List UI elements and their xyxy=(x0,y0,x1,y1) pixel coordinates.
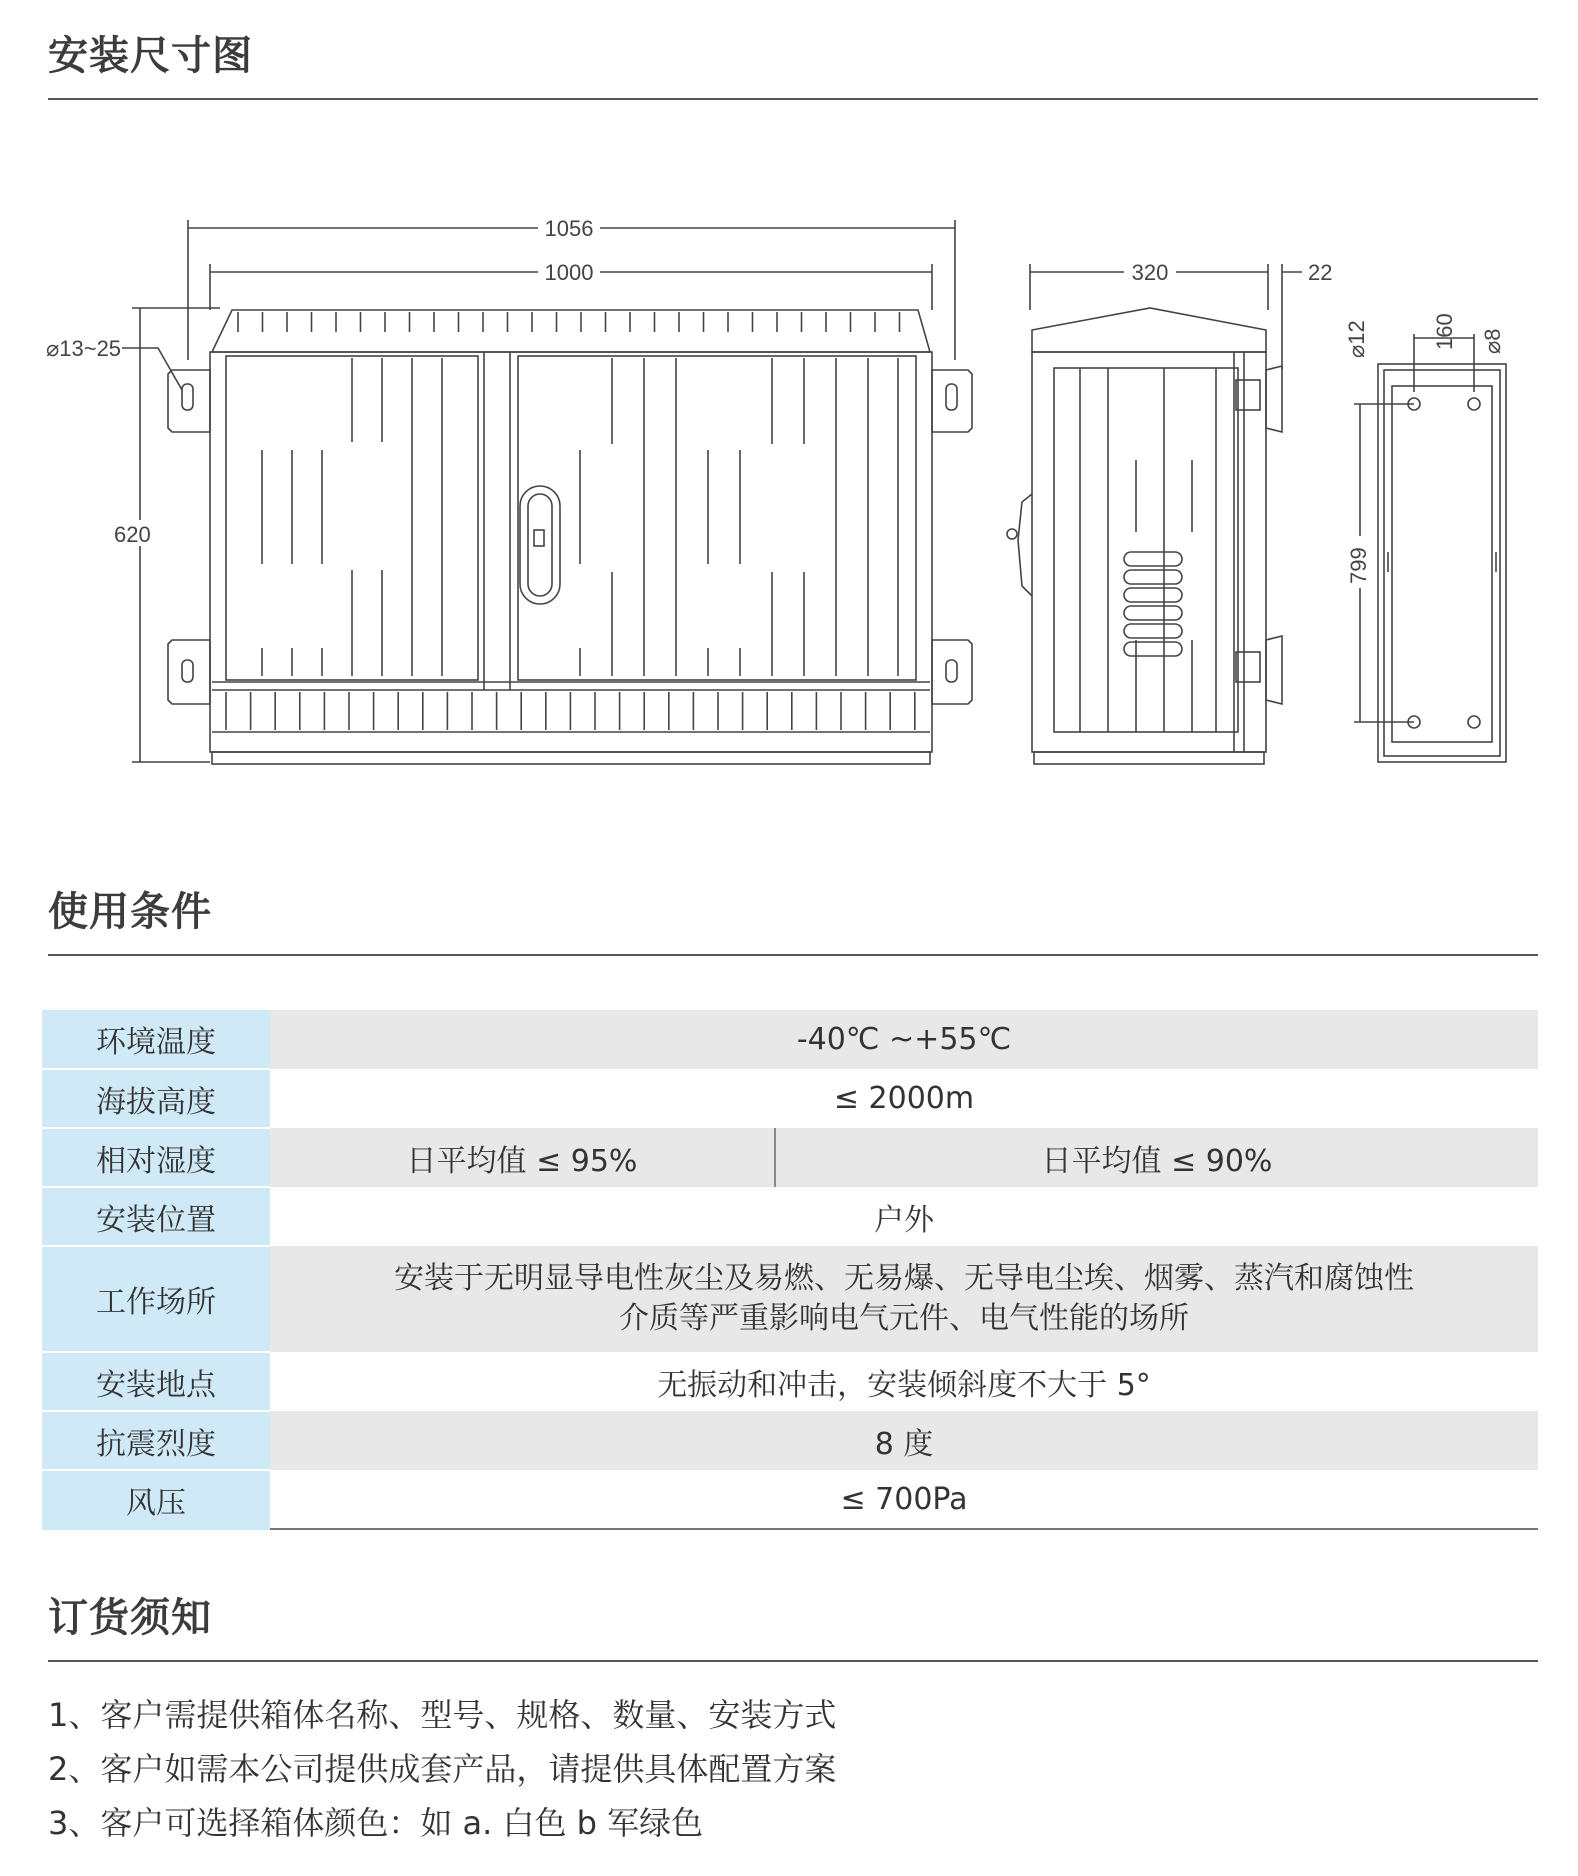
row-label: 海拔高度 xyxy=(42,1069,270,1128)
row-value: 无振动和冲击，安装倾斜度不大于 5° xyxy=(270,1352,1538,1411)
dim-height: 620 xyxy=(114,522,151,547)
row-value-line: 安装于无明显导电性灰尘及易燃、无易爆、无导电尘埃、烟雾、蒸汽和腐蚀性 xyxy=(394,1261,1414,1296)
row-value-line: 介质等严重影响电气元件、电气性能的场所 xyxy=(619,1301,1189,1336)
row-value: ≤ 2000m xyxy=(270,1069,1538,1128)
table-row xyxy=(42,1187,1538,1246)
dim-overall-width: 1056 xyxy=(544,216,594,241)
dimensions-divider xyxy=(48,98,1538,100)
dim-hole-dia: ⌀8 xyxy=(1480,328,1505,354)
table-row xyxy=(42,1352,1538,1411)
ordering-title: 订货须知 xyxy=(48,1595,212,1641)
ordering-list xyxy=(48,1688,836,1850)
list-item: 3、客户可选择箱体颜色：如 a. 白色 b 军绿色 xyxy=(48,1804,704,1842)
dim-hole: ⌀13~25 xyxy=(46,336,122,361)
row-label: 抗震烈度 xyxy=(42,1411,270,1470)
row-value xyxy=(270,1246,1538,1352)
dim-depth: 320 xyxy=(1131,260,1169,285)
row-value: -40℃ ~+55℃ xyxy=(270,1010,1538,1069)
list-item: 2、客户如需本公司提供成套产品，请提供具体配置方案 xyxy=(48,1750,837,1788)
row-label: 安装位置 xyxy=(42,1187,270,1246)
row-label: 相对湿度 xyxy=(42,1128,270,1187)
dimensions-title: 安装尺寸图 xyxy=(48,33,253,79)
conditions-divider xyxy=(48,954,1538,956)
row-label: 环境温度 xyxy=(42,1010,270,1069)
conditions-table xyxy=(42,1010,1538,1530)
row-label: 风压 xyxy=(42,1470,270,1529)
table-row xyxy=(42,1128,1538,1187)
dim-bolt-vertical: 799 xyxy=(1346,547,1371,584)
dim-body-width: 1000 xyxy=(544,260,594,285)
conditions-title: 使用条件 xyxy=(48,889,212,935)
row-label: 安装地点 xyxy=(42,1352,270,1411)
installation-dimension-drawing xyxy=(0,200,1578,800)
row-value: ≤ 700Pa xyxy=(270,1470,1538,1529)
table-row xyxy=(42,1010,1538,1069)
dim-bolt-spacing: 160 xyxy=(1432,313,1457,350)
row-value: 8 度 xyxy=(270,1411,1538,1470)
row-value-right: 日平均值 ≤ 90% xyxy=(775,1128,1538,1187)
table-row xyxy=(42,1069,1538,1128)
dim-bracket: 22 xyxy=(1308,260,1333,285)
row-value-left: 日平均值 ≤ 95% xyxy=(270,1128,775,1187)
row-label: 工作场所 xyxy=(42,1246,270,1352)
table-row xyxy=(42,1411,1538,1470)
ordering-divider xyxy=(48,1660,1538,1662)
table-row xyxy=(42,1246,1538,1352)
row-value: 户外 xyxy=(270,1187,1538,1246)
list-item: 1、客户需提供箱体名称、型号、规格、数量、安装方式 xyxy=(48,1696,837,1734)
table-row xyxy=(42,1470,1538,1529)
dim-bolt-dia: ⌀12 xyxy=(1344,320,1369,358)
